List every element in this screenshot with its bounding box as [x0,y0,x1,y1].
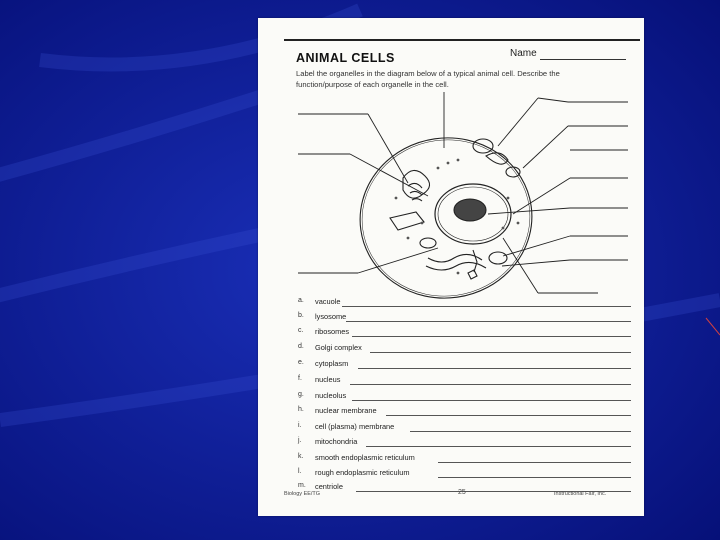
list-item [298,453,628,465]
item-term: centriole [315,482,343,491]
answer-line[interactable] [438,462,631,463]
name-label: Name [510,48,537,59]
list-item [298,468,628,480]
answer-line[interactable] [366,446,631,447]
answer-line[interactable] [346,321,631,322]
item-letter: g. [298,391,304,398]
answer-line[interactable] [352,400,631,401]
list-item [298,312,628,324]
item-term: smooth endoplasmic reticulum [315,453,415,462]
page-number: 25 [458,489,466,496]
answer-line[interactable] [358,368,631,369]
list-item [298,391,628,403]
item-term: mitochondria [315,437,358,446]
item-letter: b. [298,312,304,319]
answer-line[interactable] [352,336,631,337]
item-letter: h. [298,406,304,413]
answer-line[interactable] [342,306,631,307]
item-term: cytoplasm [315,359,349,368]
item-term: nucleus [315,375,341,384]
list-item [298,437,628,449]
item-letter: f. [298,375,302,382]
item-letter: k. [298,453,304,460]
answer-line[interactable] [350,384,631,385]
item-letter: m. [298,482,306,489]
answer-line[interactable] [370,352,631,353]
list-item [298,375,628,387]
item-term: rough endoplasmic reticulum [315,468,410,477]
item-letter: l. [298,468,302,475]
footer-left: Biology EE/TG [284,491,321,497]
answer-line[interactable] [386,415,631,416]
worksheet-page [258,18,644,516]
item-term: Golgi complex [315,343,362,352]
item-letter: a. [298,297,304,304]
list-item [298,359,628,371]
list-item [298,422,628,434]
list-item [298,406,628,418]
worksheet-title: ANIMAL CELLS [296,51,395,65]
item-letter: e. [298,359,304,366]
footer-right: Instructional Fair, Inc. [554,491,607,497]
item-term: ribosomes [315,327,350,336]
answer-line[interactable] [410,431,631,432]
item-letter: i. [298,422,302,429]
item-term: vacuole [315,297,341,306]
item-term: nuclear membrane [315,406,377,415]
item-term: lysosome [315,312,347,321]
instructions: Label the organelles in the diagram below of a typical animal cell. Describe the function/purpose of each organelle in the cell. [296,69,560,89]
item-term: cell (plasma) membrane [315,422,395,431]
answer-line[interactable] [438,477,631,478]
list-item [298,343,628,355]
item-letter: j. [298,437,302,444]
list-item [298,327,628,339]
item-letter: c. [298,327,304,334]
list-item [298,297,628,309]
item-letter: d. [298,343,304,350]
item-term: nucleolus [315,391,347,400]
